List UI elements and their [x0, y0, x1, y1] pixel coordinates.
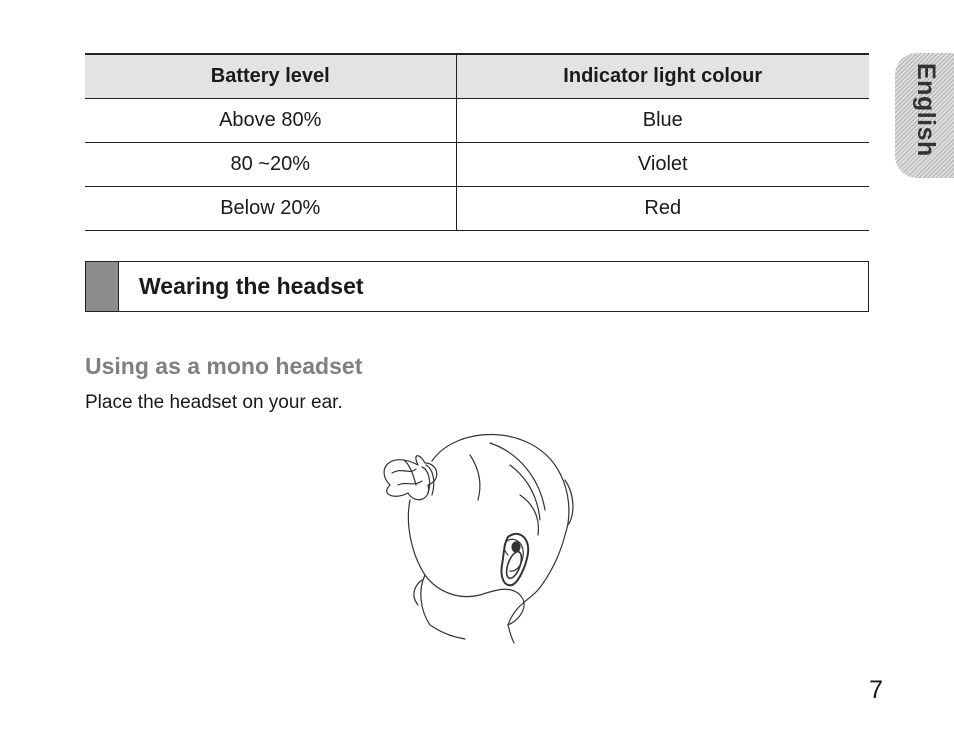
- section-title: Wearing the headset: [139, 273, 364, 299]
- table-header-cell: Battery level: [85, 54, 456, 99]
- language-tab-label: English: [912, 63, 940, 157]
- page-number: 7: [869, 676, 883, 704]
- table-header-row: [85, 54, 869, 99]
- headset-wearing-illustration: [370, 425, 585, 645]
- table-row: [85, 143, 869, 187]
- language-tab: [895, 53, 954, 178]
- section-marker: [86, 262, 119, 311]
- table-header-cell: Indicator light colour: [456, 54, 869, 99]
- table-row: [85, 187, 869, 231]
- section-header: [85, 261, 869, 312]
- table-cell: Below 20%: [85, 187, 456, 231]
- table-cell: Red: [456, 187, 869, 231]
- table-cell: Violet: [456, 143, 869, 187]
- table-row: [85, 99, 869, 143]
- subsection-heading: Using as a mono headset: [85, 353, 363, 379]
- table-cell: 80 ~20%: [85, 143, 456, 187]
- table-cell: Above 80%: [85, 99, 456, 143]
- instruction-text: Place the headset on your ear.: [85, 392, 343, 413]
- battery-indicator-table: [85, 53, 869, 231]
- table-cell: Blue: [456, 99, 869, 143]
